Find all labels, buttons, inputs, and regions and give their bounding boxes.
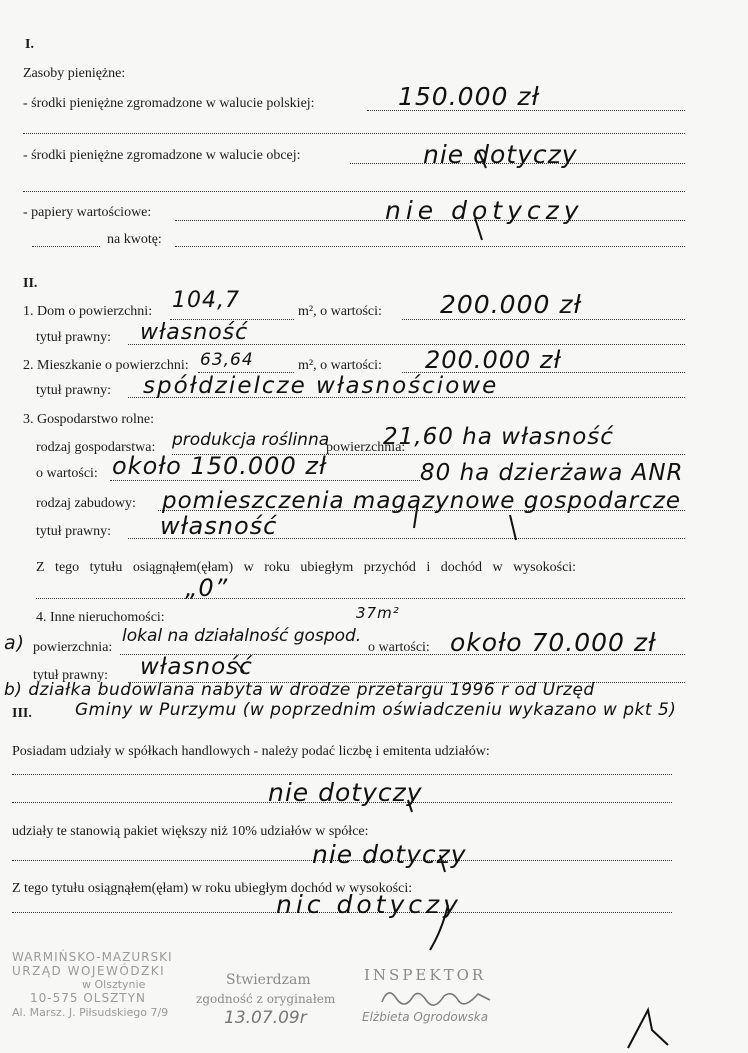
farm-type-label: rodzaj gospodarstwa: bbox=[36, 440, 156, 455]
section-1-heading: I. bbox=[25, 37, 34, 52]
house-unit-label: m², o wartości: bbox=[298, 304, 382, 319]
foreign-value: nie dotyczy bbox=[423, 140, 578, 169]
other-b-line-2: Gminy w Purzymu (w poprzednim oświadczeniu wykazano w pkt 5) bbox=[75, 700, 677, 720]
other-area: lokal na działalność gospod. bbox=[122, 626, 362, 646]
package-label: udziały te stanowią pakiet większy niż 10% udziałów w spółce: bbox=[12, 824, 369, 839]
inspector-signature bbox=[378, 984, 498, 1010]
office-stamp-line-5: Al. Marsz. J. Piłsudskiego 7/9 bbox=[12, 1006, 169, 1019]
section-2-heading: II. bbox=[23, 276, 38, 291]
buildings-label: rodzaj zabudowy: bbox=[36, 496, 136, 511]
farm-area: 21,60 ha własność bbox=[383, 424, 614, 450]
pln-label: - środki pieniężne zgromadzone w walucie polskiej: bbox=[23, 96, 315, 111]
flat-area: 63,64 bbox=[200, 350, 254, 370]
other-title: własność bbox=[140, 654, 253, 680]
flat-label: 2. Mieszkanie o powierzchni: bbox=[23, 358, 189, 373]
section-3-heading: III. bbox=[12, 706, 32, 721]
securities-label: - papiery wartościowe: bbox=[23, 205, 152, 220]
farm-type: produkcja roślinna bbox=[172, 430, 330, 450]
other-value: około 70.000 zł bbox=[450, 628, 657, 657]
pln-value: 150.000 zł bbox=[398, 82, 540, 111]
shares-label: Posiadam udziały w spółkach handlowych - należy podać liczbę i emitenta udziałów: bbox=[12, 744, 490, 759]
certify-line-2: zgodność z oryginałem bbox=[196, 992, 336, 1006]
marker-a: a) bbox=[4, 632, 26, 654]
farm-area-label: powierzchnia: bbox=[326, 440, 406, 455]
buildings: pomieszczenia magazynowe gospodarcze bbox=[162, 488, 682, 514]
farm-title: własność bbox=[160, 512, 278, 540]
farm-income-label: Z tego tytułu osiągnąłem(ęłam) w roku ubiegłym przychód i dochód w wysokości: bbox=[36, 560, 577, 575]
package-value: nie dotyczy bbox=[312, 840, 467, 869]
certify-line-1: Stwierdzam bbox=[226, 972, 311, 988]
office-stamp-line-2: URZĄD WOJEWÓDZKI bbox=[12, 964, 166, 978]
farm-area-leased: 80 ha dzierżawa ANR bbox=[420, 460, 684, 486]
share-income-label: Z tego tytułu osiągnąłem(ęłam) w roku ubiegłym dochód w wysokości: bbox=[12, 881, 413, 896]
other-b-line-1: b) działka budowlana nabyta w drodze przetargu 1996 r od Urzęd bbox=[4, 680, 595, 700]
house-value: 200.000 zł bbox=[440, 290, 582, 319]
office-stamp-line-3: w Olsztynie bbox=[82, 978, 146, 991]
inspector-title: INSPEKTOR bbox=[364, 966, 487, 984]
office-stamp-line-1: WARMIŃSKO-MAZURSKI bbox=[12, 950, 173, 964]
farm-value: około 150.000 zł bbox=[112, 452, 327, 480]
farm-label: 3. Gospodarstwo rolne: bbox=[23, 412, 155, 427]
flat-title-label: tytuł prawny: bbox=[36, 383, 112, 398]
inspector-name: Elżbieta Ogrodowska bbox=[362, 1010, 489, 1024]
other-value-label: o wartości: bbox=[368, 640, 430, 655]
cash-label: Zasoby pieniężne: bbox=[23, 66, 126, 81]
certify-date: 13.07.09r bbox=[224, 1008, 307, 1028]
foreign-label: - środki pieniężne zgromadzone w walucie obcej: bbox=[23, 148, 301, 163]
other-area-m2: 37m² bbox=[356, 604, 400, 622]
other-title-label: tytuł prawny: bbox=[33, 668, 109, 683]
farm-value-label: o wartości: bbox=[36, 466, 98, 481]
flat-unit-label: m², o wartości: bbox=[298, 358, 382, 373]
farm-income-value: „0” bbox=[185, 574, 229, 602]
shares-value: nie dotyczy bbox=[268, 778, 423, 807]
amount-label: na kwotę: bbox=[107, 232, 162, 247]
other-property-label: 4. Inne nieruchomości: bbox=[36, 610, 165, 625]
house-title-label: tytuł prawny: bbox=[36, 330, 112, 345]
house-label: 1. Dom o powierzchni: bbox=[23, 304, 153, 319]
flat-title: spółdzielcze własnościowe bbox=[143, 373, 499, 399]
house-title: własność bbox=[140, 320, 249, 345]
office-stamp-line-4: 10-575 OLSZTYN bbox=[30, 991, 146, 1005]
securities-value: nie dotyczy bbox=[385, 196, 584, 225]
house-area: 104,7 bbox=[172, 288, 240, 313]
flat-value: 200.000 zł bbox=[425, 346, 562, 374]
other-area-label: powierzchnia: bbox=[33, 640, 113, 655]
farm-title-label: tytuł prawny: bbox=[36, 524, 112, 539]
share-income-value: nic dotyczy bbox=[276, 890, 462, 919]
